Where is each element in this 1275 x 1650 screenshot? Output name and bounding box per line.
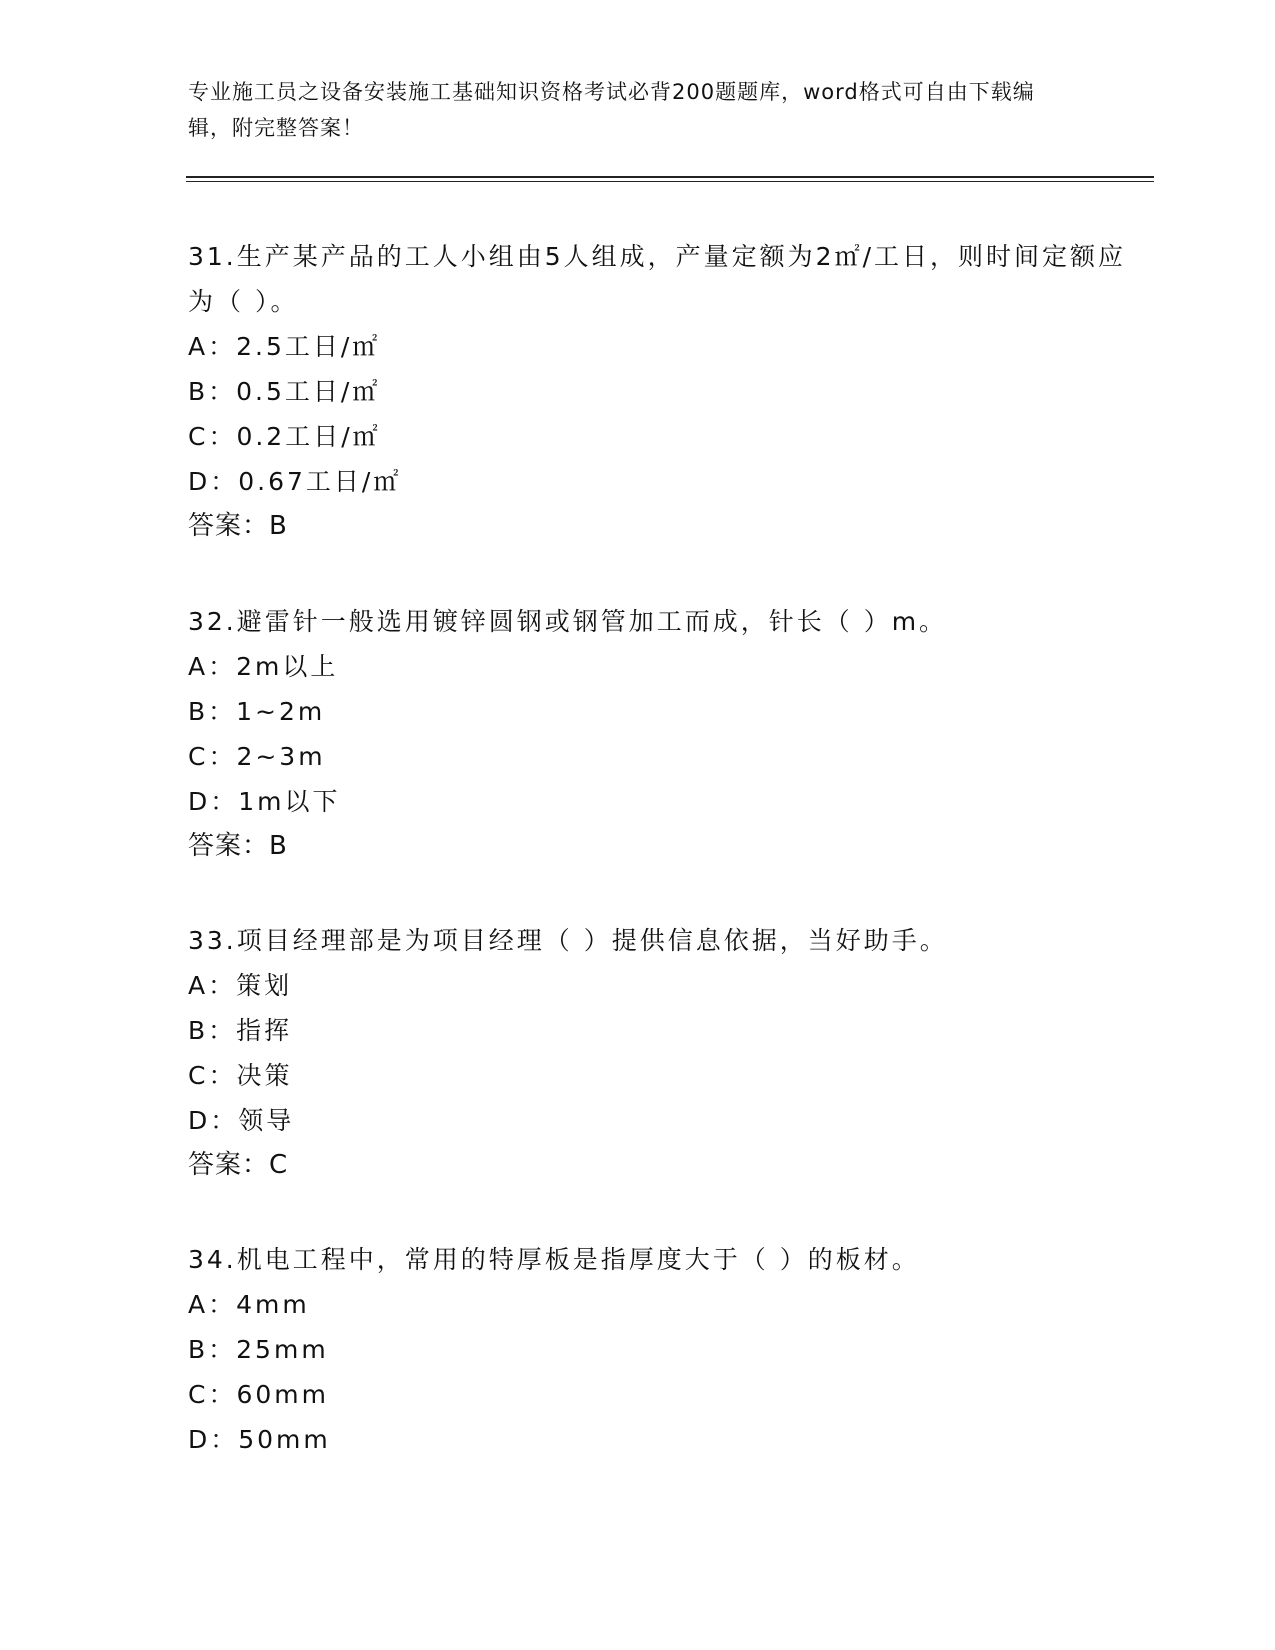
question-31 [188,234,1148,549]
option-b: B：25mm [188,1335,329,1364]
answer-line [188,824,1148,869]
option-b: B：指挥 [188,1016,293,1045]
option-a: A：4mm [188,1290,310,1319]
option-c: C：60mm [188,1380,329,1409]
option-c: C：决策 [188,1061,293,1090]
question-stem: 32.避雷针一般选用镀锌圆钢或钢管加工而成，针长（ ）m。 [188,607,948,636]
option-d: D：0.67工日/㎡ [188,467,402,496]
answer-label: 答案： [188,831,270,861]
option-d: D：领导 [188,1106,295,1135]
question-33 [188,918,1148,1188]
answer-value: B [269,831,288,861]
answer-line [188,504,1148,549]
answer-label: 答案： [188,1150,270,1180]
answer-label: 答案： [188,511,270,541]
header-rule-thin [186,181,1154,182]
option-a: A：2.5工日/㎡ [188,332,381,361]
header-rule [186,176,1154,178]
option-b: B：1~2m [188,697,326,726]
option-d: D：50mm [188,1425,331,1454]
option-c: C：2~3m [188,742,326,771]
option-a: A：2m以上 [188,652,339,681]
answer-value: C [269,1150,289,1180]
question-stem: 34.机电工程中，常用的特厚板是指厚度大于（ ）的板材。 [188,1245,920,1274]
answer-line [188,1143,1148,1188]
document-header: 专业施工员之设备安装施工基础知识资格考试必背200题题库，word格式可自由下载编辑，附完整答案！ [188,80,1035,140]
option-b: B：0.5工日/㎡ [188,377,381,406]
option-d: D：1m以下 [188,787,341,816]
question-stem: 31.生产某产品的工人小组由5人组成，产量定额为2㎡/工日，则时间定额应为（ ）。 [188,242,1126,316]
question-34 [188,1237,1148,1462]
option-a: A：策划 [188,971,293,1000]
question-32 [188,599,1148,869]
option-c: C：0.2工日/㎡ [188,422,381,451]
question-stem: 33.项目经理部是为项目经理（ ）提供信息依据，当好助手。 [188,926,948,955]
answer-value: B [269,511,288,541]
